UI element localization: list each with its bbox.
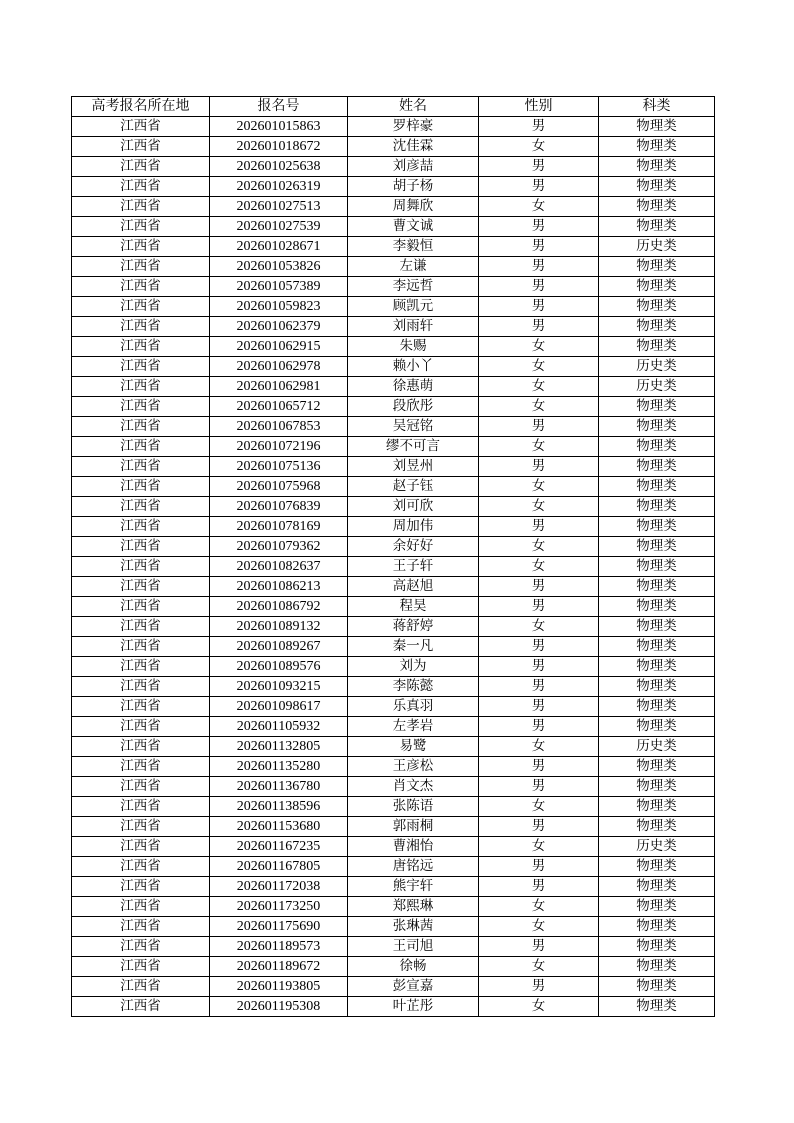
cell-gender: 男 [479,317,599,337]
table-row [72,837,715,857]
cell-location: 江西省 [72,477,210,497]
cell-subject-category: 物理类 [599,337,715,357]
cell-registration-number: 202601193805 [210,977,348,997]
cell-location: 江西省 [72,117,210,137]
table-row [72,917,715,937]
cell-name: 肖文杰 [348,777,479,797]
cell-subject-category: 物理类 [599,417,715,437]
cell-subject-category: 物理类 [599,437,715,457]
cell-location: 江西省 [72,657,210,677]
cell-location: 江西省 [72,557,210,577]
cell-location: 江西省 [72,877,210,897]
cell-registration-number: 202601067853 [210,417,348,437]
cell-registration-number: 202601098617 [210,697,348,717]
admission-table [71,96,715,1017]
cell-name: 余好好 [348,537,479,557]
cell-location: 江西省 [72,497,210,517]
cell-subject-category: 物理类 [599,577,715,597]
cell-location: 江西省 [72,637,210,657]
cell-subject-category: 物理类 [599,117,715,137]
table-row [72,597,715,617]
cell-name: 周加伟 [348,517,479,537]
cell-name: 赖小丫 [348,357,479,377]
cell-location: 江西省 [72,517,210,537]
cell-registration-number: 202601089576 [210,657,348,677]
cell-gender: 男 [479,777,599,797]
cell-name: 刘昱州 [348,457,479,477]
cell-subject-category: 物理类 [599,317,715,337]
cell-registration-number: 202601018672 [210,137,348,157]
table-row [72,237,715,257]
cell-location: 江西省 [72,717,210,737]
cell-name: 刘雨轩 [348,317,479,337]
cell-location: 江西省 [72,397,210,417]
cell-gender: 男 [479,717,599,737]
header-subject-category: 科类 [599,97,715,117]
header-name: 姓名 [348,97,479,117]
cell-subject-category: 物理类 [599,517,715,537]
cell-gender: 女 [479,897,599,917]
cell-location: 江西省 [72,217,210,237]
table-row [72,197,715,217]
table-row [72,997,715,1017]
cell-name: 易鹭 [348,737,479,757]
cell-subject-category: 物理类 [599,157,715,177]
cell-name: 曹湘怡 [348,837,479,857]
cell-location: 江西省 [72,677,210,697]
table-row [72,897,715,917]
cell-gender: 男 [479,657,599,677]
cell-registration-number: 202601167805 [210,857,348,877]
table-row [72,657,715,677]
cell-gender: 男 [479,937,599,957]
cell-location: 江西省 [72,797,210,817]
cell-name: 曹文诚 [348,217,479,237]
cell-subject-category: 历史类 [599,737,715,757]
cell-location: 江西省 [72,357,210,377]
cell-subject-category: 物理类 [599,777,715,797]
cell-gender: 男 [479,177,599,197]
cell-subject-category: 物理类 [599,197,715,217]
cell-subject-category: 历史类 [599,377,715,397]
cell-location: 江西省 [72,537,210,557]
cell-gender: 男 [479,257,599,277]
table-row [72,557,715,577]
cell-location: 江西省 [72,317,210,337]
cell-registration-number: 202601189573 [210,937,348,957]
cell-subject-category: 历史类 [599,357,715,377]
cell-name: 熊宇轩 [348,877,479,897]
cell-registration-number: 202601086792 [210,597,348,617]
cell-name: 蒋舒婷 [348,617,479,637]
cell-location: 江西省 [72,917,210,937]
cell-gender: 男 [479,297,599,317]
cell-name: 彭宣嘉 [348,977,479,997]
cell-name: 朱赐 [348,337,479,357]
cell-name: 李远哲 [348,277,479,297]
cell-registration-number: 202601173250 [210,897,348,917]
cell-subject-category: 物理类 [599,617,715,637]
cell-name: 李陈懿 [348,677,479,697]
cell-gender: 女 [479,377,599,397]
cell-registration-number: 202601062981 [210,377,348,397]
cell-registration-number: 202601062915 [210,337,348,357]
table-row [72,457,715,477]
cell-subject-category: 物理类 [599,997,715,1017]
cell-location: 江西省 [72,437,210,457]
cell-gender: 女 [479,397,599,417]
cell-subject-category: 物理类 [599,757,715,777]
cell-gender: 男 [479,677,599,697]
table-row [72,677,715,697]
header-row [72,97,715,117]
cell-subject-category: 历史类 [599,837,715,857]
table-row [72,177,715,197]
cell-name: 王子轩 [348,557,479,577]
cell-location: 江西省 [72,337,210,357]
cell-location: 江西省 [72,157,210,177]
cell-registration-number: 202601153680 [210,817,348,837]
cell-gender: 男 [479,277,599,297]
table-row [72,697,715,717]
cell-name: 徐畅 [348,957,479,977]
table-row [72,637,715,657]
cell-gender: 男 [479,577,599,597]
cell-location: 江西省 [72,297,210,317]
cell-gender: 男 [479,117,599,137]
cell-location: 江西省 [72,237,210,257]
cell-subject-category: 物理类 [599,137,715,157]
cell-gender: 男 [479,757,599,777]
header-gender: 性别 [479,97,599,117]
cell-subject-category: 物理类 [599,537,715,557]
cell-registration-number: 202601078169 [210,517,348,537]
cell-registration-number: 202601195308 [210,997,348,1017]
table-row [72,297,715,317]
table-row [72,117,715,137]
cell-name: 王彦松 [348,757,479,777]
table-row [72,337,715,357]
table-row [72,957,715,977]
cell-gender: 男 [479,517,599,537]
cell-location: 江西省 [72,597,210,617]
cell-subject-category: 物理类 [599,657,715,677]
cell-subject-category: 物理类 [599,817,715,837]
cell-registration-number: 202601189672 [210,957,348,977]
cell-registration-number: 202601089132 [210,617,348,637]
cell-subject-category: 物理类 [599,217,715,237]
cell-location: 江西省 [72,457,210,477]
cell-registration-number: 202601028671 [210,237,348,257]
cell-location: 江西省 [72,957,210,977]
cell-gender: 女 [479,337,599,357]
cell-registration-number: 202601082637 [210,557,348,577]
cell-name: 叶芷彤 [348,997,479,1017]
cell-name: 赵子钰 [348,477,479,497]
cell-registration-number: 202601136780 [210,777,348,797]
cell-registration-number: 202601026319 [210,177,348,197]
cell-name: 李毅恒 [348,237,479,257]
cell-registration-number: 202601065712 [210,397,348,417]
cell-location: 江西省 [72,697,210,717]
cell-name: 乐真羽 [348,697,479,717]
cell-registration-number: 202601072196 [210,437,348,457]
cell-registration-number: 202601105932 [210,717,348,737]
cell-location: 江西省 [72,577,210,597]
cell-gender: 女 [479,197,599,217]
cell-name: 秦一凡 [348,637,479,657]
cell-subject-category: 物理类 [599,557,715,577]
header-registration-number: 报名号 [210,97,348,117]
cell-location: 江西省 [72,177,210,197]
table-row [72,477,715,497]
table-row [72,137,715,157]
header-location: 高考报名所在地 [72,97,210,117]
cell-location: 江西省 [72,757,210,777]
cell-name: 左孝岩 [348,717,479,737]
cell-name: 左谦 [348,257,479,277]
cell-gender: 男 [479,877,599,897]
cell-registration-number: 202601062978 [210,357,348,377]
cell-name: 刘为 [348,657,479,677]
table-row [72,377,715,397]
cell-registration-number: 202601175690 [210,917,348,937]
cell-gender: 男 [479,977,599,997]
cell-subject-category: 物理类 [599,397,715,417]
cell-subject-category: 物理类 [599,717,715,737]
cell-location: 江西省 [72,617,210,637]
cell-registration-number: 202601027539 [210,217,348,237]
cell-name: 刘可欣 [348,497,479,517]
cell-gender: 女 [479,837,599,857]
cell-name: 郭雨桐 [348,817,479,837]
cell-location: 江西省 [72,197,210,217]
cell-name: 徐惠萌 [348,377,479,397]
table-row [72,317,715,337]
table-row [72,777,715,797]
cell-gender: 男 [479,697,599,717]
cell-registration-number: 202601075136 [210,457,348,477]
cell-gender: 男 [479,637,599,657]
cell-gender: 男 [479,237,599,257]
cell-gender: 女 [479,477,599,497]
cell-location: 江西省 [72,777,210,797]
table-row [72,937,715,957]
cell-name: 罗梓豪 [348,117,479,137]
table-row [72,617,715,637]
cell-registration-number: 202601057389 [210,277,348,297]
cell-gender: 男 [479,157,599,177]
cell-location: 江西省 [72,937,210,957]
cell-name: 沈佳霖 [348,137,479,157]
cell-gender: 女 [479,997,599,1017]
table-row [72,577,715,597]
cell-subject-category: 物理类 [599,977,715,997]
cell-name: 王司旭 [348,937,479,957]
cell-subject-category: 物理类 [599,857,715,877]
table-row [72,417,715,437]
cell-name: 顾凯元 [348,297,479,317]
cell-location: 江西省 [72,817,210,837]
cell-location: 江西省 [72,897,210,917]
cell-subject-category: 物理类 [599,297,715,317]
cell-location: 江西省 [72,137,210,157]
cell-location: 江西省 [72,997,210,1017]
cell-name: 张陈语 [348,797,479,817]
table-row [72,257,715,277]
table-row [72,717,715,737]
cell-gender: 女 [479,137,599,157]
cell-gender: 男 [479,457,599,477]
cell-gender: 女 [479,917,599,937]
cell-registration-number: 202601172038 [210,877,348,897]
cell-gender: 女 [479,617,599,637]
cell-registration-number: 202601086213 [210,577,348,597]
cell-gender: 男 [479,857,599,877]
cell-gender: 男 [479,817,599,837]
table-body [72,117,715,1017]
table-row [72,397,715,417]
cell-gender: 男 [479,217,599,237]
cell-registration-number: 202601093215 [210,677,348,697]
cell-gender: 女 [479,357,599,377]
cell-subject-category: 物理类 [599,597,715,617]
cell-registration-number: 202601167235 [210,837,348,857]
cell-name: 高赵旭 [348,577,479,597]
table-row [72,797,715,817]
cell-subject-category: 物理类 [599,917,715,937]
cell-name: 吴冠铭 [348,417,479,437]
cell-registration-number: 202601076839 [210,497,348,517]
cell-location: 江西省 [72,857,210,877]
cell-gender: 男 [479,597,599,617]
cell-subject-category: 物理类 [599,477,715,497]
cell-name: 程昊 [348,597,479,617]
cell-registration-number: 202601138596 [210,797,348,817]
table-row [72,517,715,537]
cell-registration-number: 202601132805 [210,737,348,757]
cell-name: 张琳茜 [348,917,479,937]
cell-name: 周舞欣 [348,197,479,217]
table-row [72,217,715,237]
cell-registration-number: 202601059823 [210,297,348,317]
cell-gender: 女 [479,537,599,557]
cell-gender: 女 [479,437,599,457]
cell-name: 段欣彤 [348,397,479,417]
cell-subject-category: 物理类 [599,257,715,277]
table-header [72,97,715,117]
table-row [72,817,715,837]
cell-subject-category: 物理类 [599,277,715,297]
cell-subject-category: 物理类 [599,457,715,477]
table-row [72,977,715,997]
cell-location: 江西省 [72,377,210,397]
cell-registration-number: 202601053826 [210,257,348,277]
table-row [72,277,715,297]
cell-location: 江西省 [72,977,210,997]
cell-name: 唐铭远 [348,857,479,877]
cell-gender: 男 [479,417,599,437]
table-row [72,357,715,377]
table-row [72,737,715,757]
table-row [72,877,715,897]
table-row [72,157,715,177]
cell-gender: 女 [479,557,599,577]
cell-registration-number: 202601135280 [210,757,348,777]
table-row [72,857,715,877]
cell-subject-category: 物理类 [599,937,715,957]
cell-location: 江西省 [72,257,210,277]
cell-name: 缪不可言 [348,437,479,457]
cell-gender: 女 [479,497,599,517]
cell-registration-number: 202601079362 [210,537,348,557]
cell-registration-number: 202601075968 [210,477,348,497]
cell-subject-category: 物理类 [599,677,715,697]
cell-subject-category: 物理类 [599,957,715,977]
table-row [72,437,715,457]
table-row [72,537,715,557]
cell-gender: 女 [479,737,599,757]
cell-subject-category: 物理类 [599,897,715,917]
cell-location: 江西省 [72,417,210,437]
cell-subject-category: 物理类 [599,637,715,657]
cell-name: 胡子杨 [348,177,479,197]
table-row [72,497,715,517]
cell-subject-category: 物理类 [599,797,715,817]
cell-registration-number: 202601025638 [210,157,348,177]
cell-name: 刘彦喆 [348,157,479,177]
cell-gender: 女 [479,957,599,977]
cell-subject-category: 物理类 [599,697,715,717]
cell-location: 江西省 [72,277,210,297]
cell-subject-category: 物理类 [599,497,715,517]
cell-registration-number: 202601062379 [210,317,348,337]
table-row [72,757,715,777]
cell-registration-number: 202601089267 [210,637,348,657]
cell-registration-number: 202601027513 [210,197,348,217]
cell-registration-number: 202601015863 [210,117,348,137]
cell-location: 江西省 [72,737,210,757]
cell-subject-category: 物理类 [599,877,715,897]
cell-location: 江西省 [72,837,210,857]
cell-gender: 女 [479,797,599,817]
cell-subject-category: 历史类 [599,237,715,257]
cell-name: 郑熙琳 [348,897,479,917]
cell-subject-category: 物理类 [599,177,715,197]
